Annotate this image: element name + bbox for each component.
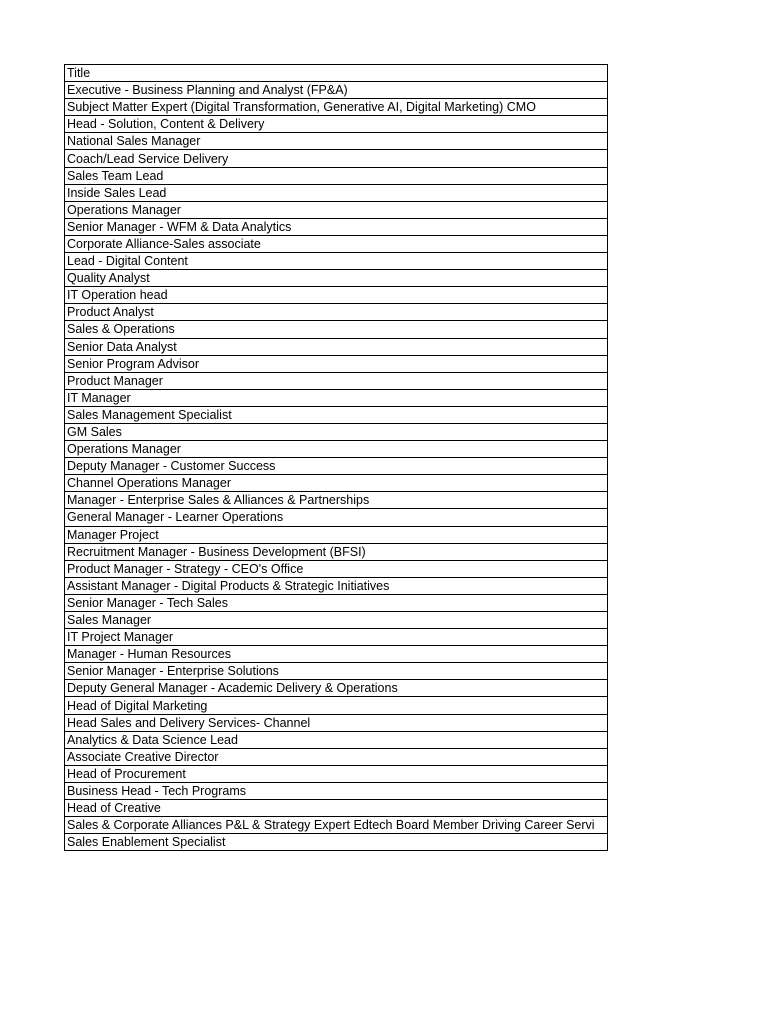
table-row [65, 270, 608, 287]
title-cell[interactable]: IT Project Manager [65, 629, 608, 646]
table-row [65, 116, 608, 133]
title-cell[interactable]: Business Head - Tech Programs [65, 782, 608, 799]
table-row [65, 218, 608, 235]
table-row [65, 697, 608, 714]
table-row [65, 663, 608, 680]
table-row [65, 492, 608, 509]
title-cell[interactable]: Associate Creative Director [65, 748, 608, 765]
table-row [65, 423, 608, 440]
table-row [65, 150, 608, 167]
table-row [65, 748, 608, 765]
title-cell[interactable]: Sales Management Specialist [65, 406, 608, 423]
table-row [65, 800, 608, 817]
title-cell[interactable]: Sales & Operations [65, 321, 608, 338]
table-row [65, 355, 608, 372]
title-cell[interactable]: Operations Manager [65, 201, 608, 218]
title-cell[interactable]: Senior Manager - WFM & Data Analytics [65, 218, 608, 235]
title-cell[interactable]: Sales & Corporate Alliances P&L & Strategy Expert Edtech Board Member Driving Career Servi [65, 817, 608, 834]
title-cell[interactable]: Sales Enablement Specialist [65, 834, 608, 851]
title-cell[interactable]: GM Sales [65, 423, 608, 440]
title-cell[interactable]: Lead - Digital Content [65, 253, 608, 270]
title-cell[interactable]: General Manager - Learner Operations [65, 509, 608, 526]
title-table [64, 64, 608, 851]
title-cell[interactable]: Inside Sales Lead [65, 184, 608, 201]
header-cell[interactable]: Title [65, 65, 608, 82]
table-row [65, 509, 608, 526]
title-cell[interactable]: Manager Project [65, 526, 608, 543]
title-cell[interactable]: Sales Team Lead [65, 167, 608, 184]
title-cell[interactable]: Subject Matter Expert (Digital Transformation, Generative AI, Digital Marketing) CMO [65, 99, 608, 116]
table-row [65, 543, 608, 560]
table-row [65, 304, 608, 321]
table-row [65, 253, 608, 270]
table-row [65, 287, 608, 304]
title-cell[interactable]: Deputy Manager - Customer Success [65, 458, 608, 475]
title-cell[interactable]: Corporate Alliance-Sales associate [65, 235, 608, 252]
table-row [65, 406, 608, 423]
title-cell[interactable]: Executive - Business Planning and Analyst (FP&A) [65, 82, 608, 99]
title-cell[interactable]: Senior Manager - Tech Sales [65, 594, 608, 611]
title-cell[interactable]: IT Operation head [65, 287, 608, 304]
table-row [65, 235, 608, 252]
table-row [65, 612, 608, 629]
title-cell[interactable]: Operations Manager [65, 441, 608, 458]
title-cell[interactable]: National Sales Manager [65, 133, 608, 150]
title-cell[interactable]: Assistant Manager - Digital Products & Strategic Initiatives [65, 577, 608, 594]
title-cell[interactable]: Coach/Lead Service Delivery [65, 150, 608, 167]
title-cell[interactable]: Quality Analyst [65, 270, 608, 287]
table-row [65, 184, 608, 201]
title-cell[interactable]: Head Sales and Delivery Services- Channel [65, 714, 608, 731]
table-row [65, 99, 608, 116]
title-cell[interactable]: Head of Digital Marketing [65, 697, 608, 714]
header-row [65, 65, 608, 82]
title-cell[interactable]: Product Analyst [65, 304, 608, 321]
table-row [65, 680, 608, 697]
table-row [65, 782, 608, 799]
title-cell[interactable]: Channel Operations Manager [65, 475, 608, 492]
title-cell[interactable]: Recruitment Manager - Business Development (BFSI) [65, 543, 608, 560]
table-row [65, 458, 608, 475]
title-cell[interactable]: Senior Program Advisor [65, 355, 608, 372]
title-cell[interactable]: Product Manager - Strategy - CEO's Office [65, 560, 608, 577]
table-row [65, 817, 608, 834]
table-row [65, 201, 608, 218]
title-cell[interactable]: Head of Creative [65, 800, 608, 817]
table-row [65, 389, 608, 406]
table-row [65, 629, 608, 646]
title-cell[interactable]: Manager - Human Resources [65, 646, 608, 663]
table-row [65, 526, 608, 543]
table-row [65, 338, 608, 355]
title-cell[interactable]: Senior Data Analyst [65, 338, 608, 355]
table-row [65, 475, 608, 492]
title-cell[interactable]: Senior Manager - Enterprise Solutions [65, 663, 608, 680]
title-cell[interactable]: Analytics & Data Science Lead [65, 731, 608, 748]
title-cell[interactable]: Deputy General Manager - Academic Delivery & Operations [65, 680, 608, 697]
table-row [65, 321, 608, 338]
title-table-body [65, 65, 608, 851]
title-cell[interactable]: Head of Procurement [65, 765, 608, 782]
table-row [65, 594, 608, 611]
table-row [65, 441, 608, 458]
table-row [65, 82, 608, 99]
title-cell[interactable]: Sales Manager [65, 612, 608, 629]
table-row [65, 646, 608, 663]
title-cell[interactable]: IT Manager [65, 389, 608, 406]
table-row [65, 765, 608, 782]
table-row [65, 834, 608, 851]
table-row [65, 372, 608, 389]
table-row [65, 577, 608, 594]
table-row [65, 714, 608, 731]
title-cell[interactable]: Manager - Enterprise Sales & Alliances & Partnerships [65, 492, 608, 509]
table-row [65, 560, 608, 577]
table-row [65, 731, 608, 748]
title-cell[interactable]: Head - Solution, Content & Delivery [65, 116, 608, 133]
table-row [65, 167, 608, 184]
table-row [65, 133, 608, 150]
title-cell[interactable]: Product Manager [65, 372, 608, 389]
